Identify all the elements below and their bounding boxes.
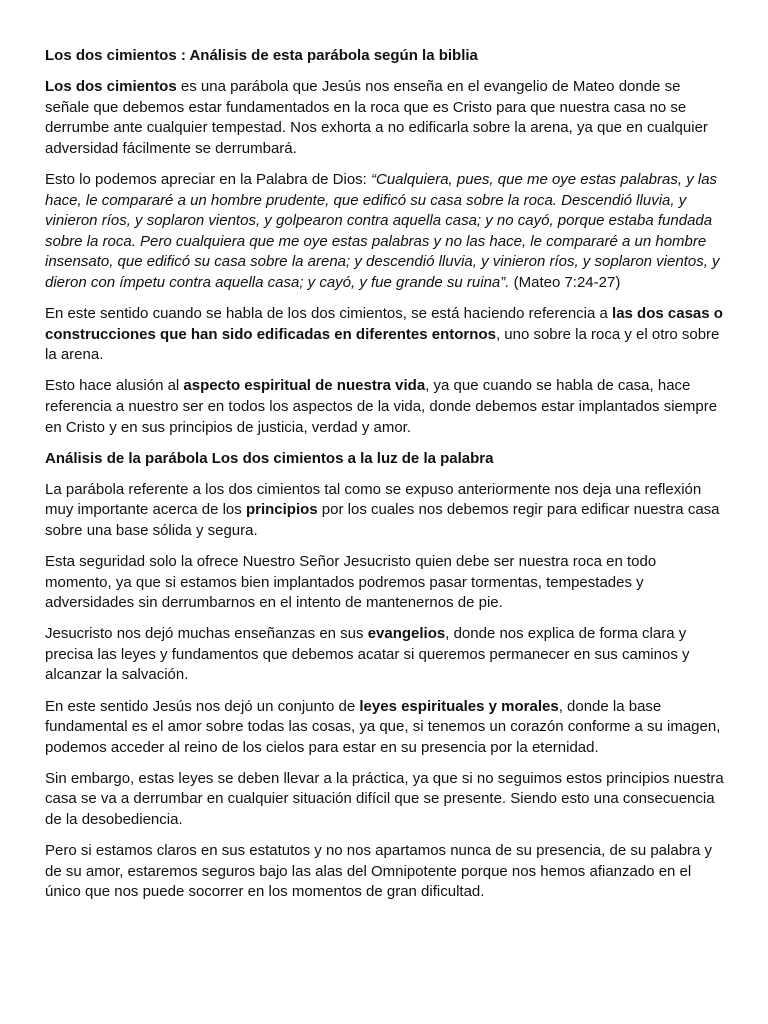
paragraph-text: , ya que cuando se habla de casa, hace referencia a nuestro ser en todos los aspectos de la vida, donde debemos estar implantados siempre en Cristo y en sus principios de justicia, verdad y amor. — [45, 377, 718, 436]
paragraph-text: En este sentido Jesús nos dejó un conjunto de — [45, 697, 360, 715]
paragraph-practice: Sin embargo, estas leyes se deben llevar a la práctica, ya que si no seguimos estos principios nuestra casa se va a derrumbar en cualquier situación difícil que se presente. Siendo esto una consecuencia de la desobediencia. — [45, 769, 724, 828]
paragraph-conclusion: Pero si estamos claros en sus estatutos y no nos apartamos nunca de su presencia, de su palabra y de su amor, estaremos seguros bajo las alas del Omnipotente porque nos hemos afianzado en el único que nos puede socorrer en los momentos de gran dificultad. — [45, 842, 713, 901]
scripture-quote: “Cualquiera, pues, que me oye estas palabras, y las hace, le compararé a un hombre prudente, que edificó su casa sobre la roca. Descendió lluvia, y vinieron ríos, y soplaron vientos, y golpearon contra aquella casa; y no cayó, porque estaba fundada sobre la roca. Pero cualquiera que me oye estas palabras y no las hace, le compararé a un hombre insensato, que edificó su casa sobre la arena; y descendió lluvia, y vinieron ríos, y soplaron vientos, y dieron con ímpetu contra aquella casa; y cayó, y fue grande su ruina”. — [45, 170, 720, 291]
paragraph-text: , donde la base fundamental es el amor sobre todas las cosas, ya que, si tenemos un corazón conforme a su imagen, podemos acceder al reino de los cielos para estar en su presencia por la eternidad. — [45, 697, 721, 756]
paragraph-text: , donde nos explica de forma clara y precisa las leyes y fundamentos que debemos acatar si queremos permanecer en sus caminos y alcanzar la salvación. — [45, 625, 690, 684]
paragraph-text: es una parábola que Jesús nos enseña en el evangelio de Mateo donde se señale que debemos estar fundamentados en la roca que es Cristo para que nuestra casa no se derrumbe ante cualquier tempestad. Nos exhorta a no edificarla sobre la arena, ya que en cualquier adversidad fácilmente se derrumbará. — [45, 78, 708, 157]
paragraph-text: Esto hace alusión al — [45, 377, 184, 395]
bold-phrase: leyes espirituales y morales — [359, 697, 559, 715]
paragraph-text: Jesucristo nos dejó muchas enseñanzas en sus — [45, 625, 368, 643]
paragraph-gospels — [45, 624, 724, 686]
bold-phrase: Los dos cimientos — [45, 78, 177, 96]
scripture-reference: (Mateo 7:24-27) — [509, 273, 621, 291]
paragraph-intro — [45, 77, 724, 159]
bold-phrase: principios — [245, 501, 318, 519]
paragraph-text: En este sentido cuando se habla de los dos cimientos, se está haciendo referencia a — [45, 305, 613, 323]
paragraph-text: Esto lo podemos apreciar en la Palabra de Dios: — [45, 170, 372, 188]
paragraph-text: La parábola referente a los dos cimientos tal como se expuso anteriormente nos deja una reflexión muy importante acerca de los — [45, 480, 702, 519]
paragraph-text: , uno sobre la roca y el otro sobre la arena. — [45, 325, 720, 364]
paragraph-principles — [45, 480, 724, 542]
paragraph-laws — [45, 697, 724, 759]
bold-phrase: las dos casas o construcciones que han sido edificadas en diferentes entornos — [45, 305, 723, 343]
bold-phrase: aspecto espiritual de nuestra vida — [183, 377, 426, 395]
paragraph-security: Esta seguridad solo la ofrece Nuestro Señor Jesucristo quien debe ser nuestra roca en todo momento, ya que si estamos bien implantados podremos pasar tormentas, tempestades y adversidades sin derrumbarnos en el intento de mantenernos de pie. — [45, 552, 657, 612]
article-title: Los dos cimientos : Análisis de esta parábola según la biblia — [45, 47, 478, 64]
paragraph-text: por los cuales nos debemos regir para edificar nuestra casa sobre una base sólida y segura. — [45, 501, 720, 539]
paragraph-spiritual-aspect — [45, 376, 724, 438]
section-heading: Análisis de la parábola Los dos cimientos a la luz de la palabra — [45, 449, 494, 467]
bold-phrase: evangelios — [367, 625, 446, 643]
paragraph-scripture — [45, 170, 724, 294]
paragraph-two-houses — [45, 304, 724, 366]
